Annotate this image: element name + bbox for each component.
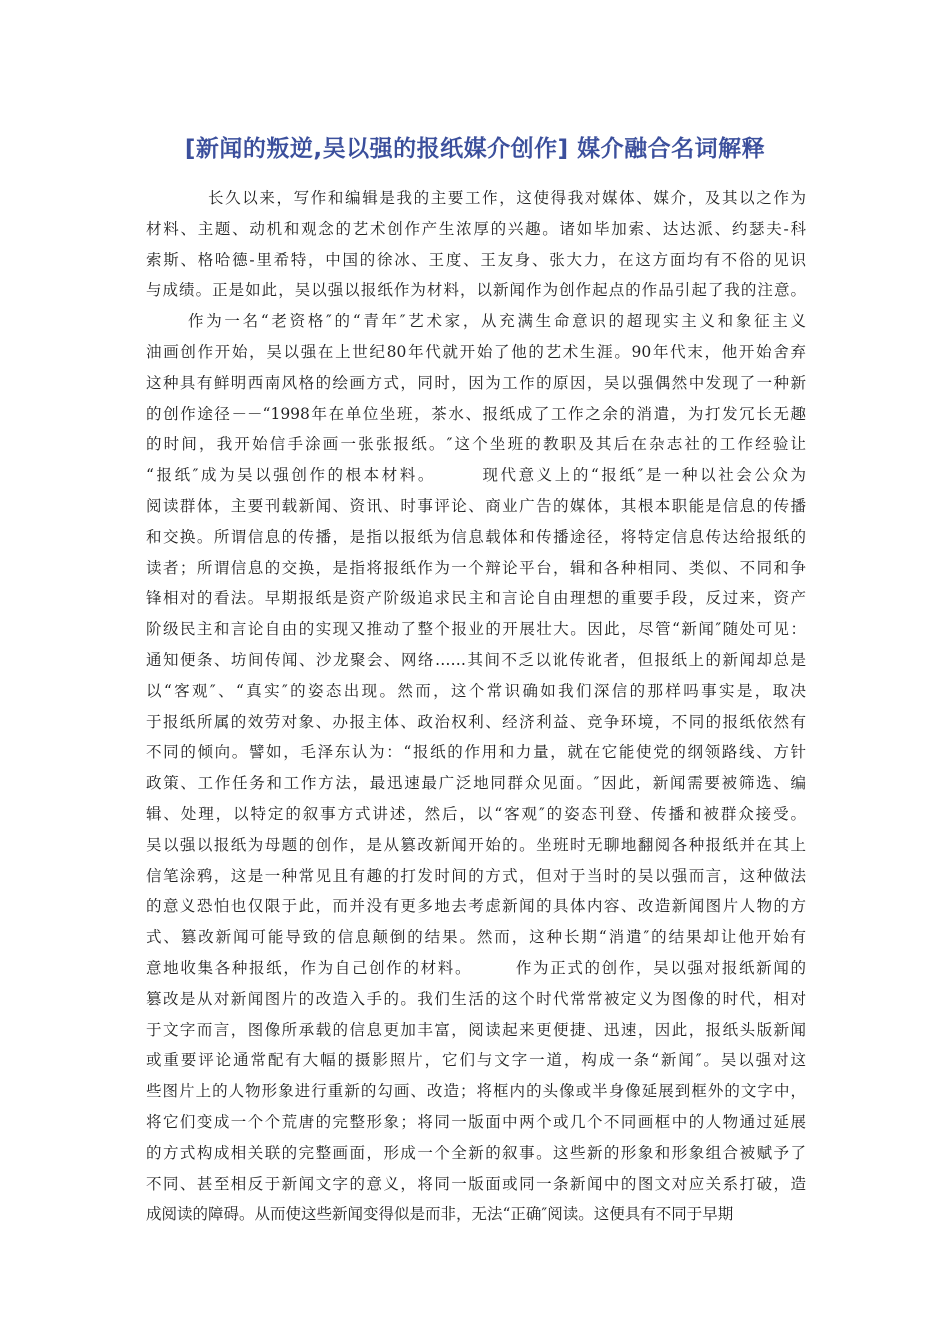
text-line: 作为一名“老资格″的“青年″艺术家，从充满生命意识的超现实主义和象征主义	[188, 312, 806, 331]
text-line: 的时间，我开始信手涂画一张张报纸。″这个坐班的教职及其后在杂志社的工作经验让	[146, 435, 806, 454]
text-line: 将它们变成一个个荒唐的完整形象；将同一版面中两个或几个不同画框中的人物通过延展	[146, 1112, 806, 1131]
text-line: 成阅读的障碍。从而使这些新闻变得似是而非，无法“正确″阅读。这便具有不同于早期	[146, 1205, 734, 1224]
text-line: 通知便条、坊间传闻、沙龙聚会、网络……其间不乏以讹传讹者，但报纸上的新闻却总是	[146, 650, 806, 669]
text-line: 意地收集各种报纸，作为自己创作的材料。 作为正式的创作，吴以强对报纸新闻的	[146, 958, 806, 977]
text-line: 油画创作开始，吴以强在上世纪80年代就开始了他的艺术生涯。90年代末，他开始舍弃	[146, 342, 806, 361]
text-line: 政策、工作任务和工作方法，最迅速最广泛地同群众见面。″因此，新闻需要被筛选、编	[146, 774, 806, 793]
text-line: “报纸″成为吴以强创作的根本材料。 现代意义上的“报纸″是一种以社会公众为	[146, 466, 806, 485]
text-line: 于文字而言，图像所承载的信息更加丰富，阅读起来更便捷、迅速，因此，报纸头版新闻	[146, 1020, 806, 1039]
page-title: [新闻的叛逆,吴以强的报纸媒介创作] 媒介融合名词解释	[184, 136, 766, 162]
text-line: 和交换。所谓信息的传播，是指以报纸为信息载体和传播途径，将特定信息传达给报纸的	[146, 527, 806, 546]
text-line: 阅读群体，主要刊载新闻、资讯、时事评论、商业广告的媒体，其根本职能是信息的传播	[146, 496, 806, 515]
text-line: 的方式构成相关联的完整画面，形成一个全新的叙事。这些新的形象和形象组合被赋予了	[146, 1143, 806, 1162]
text-line: 长久以来，写作和编辑是我的主要工作，这使得我对媒体、媒介，及其以之作为	[208, 189, 806, 207]
text-line: 索斯、格哈德-里希特，中国的徐冰、王度、王友身、张大力，在这方面均有不俗的见识	[146, 250, 806, 269]
text-line: 锋相对的看法。早期报纸是资产阶级追求民主和言论自由理想的重要手段，反过来，资产	[146, 589, 806, 608]
text-line: 于报纸所属的效劳对象、办报主体、政治权利、经济利益、竞争环境，不同的报纸依然有	[146, 712, 806, 731]
text-line: 阶级民主和言论自由的实现又推动了整个报业的开展壮大。因此，尽管“新闻″随处可见：	[146, 620, 806, 639]
text-line: 些图片上的人物形象进行重新的勾画、改造；将框内的头像或半身像延展到框外的文字中，	[146, 1082, 806, 1101]
text-line: 辑、处理，以特定的叙事方式讲述，然后，以“客观″的姿态刊登、传播和被群众接受。	[146, 804, 806, 823]
text-line: 读者；所谓信息的交换，是指将报纸作为一个辩论平台，辑和各种相同、类似、不同和争	[146, 558, 806, 577]
text-line: 这种具有鲜明西南风格的绘画方式，同时，因为工作的原因，吴以强偶然中发现了一种新	[146, 373, 806, 392]
text-line: 以“客观″、“真实″的姿态出现。然而，这个常识确如我们深信的那样吗事实是，取决	[146, 681, 806, 700]
text-line: 不同、甚至相反于新闻文字的意义，将同一版面或同一条新闻中的图文对应关系打破，造	[146, 1174, 806, 1193]
article-body	[146, 183, 806, 1230]
text-line: 吴以强以报纸为母题的创作，是从篡改新闻开始的。坐班时无聊地翻阅各种报纸并在其上	[146, 835, 806, 854]
text-line: 与成绩。正是如此，吴以强以报纸作为材料，以新闻作为创作起点的作品引起了我的注意。	[146, 281, 806, 300]
text-line: 篡改是从对新闻图片的改造入手的。我们生活的这个时代常常被定义为图像的时代，相对	[146, 989, 806, 1008]
text-line: 或重要评论通常配有大幅的摄影照片，它们与文字一道，构成一条“新闻″。吴以强对这	[146, 1051, 806, 1070]
text-line: 信笔涂鸦，这是一种常见且有趣的打发时间的方式，但对于当时的吴以强而言，这种做法	[146, 866, 806, 885]
text-line: 的创作途径－－“1998年在单位坐班，茶水、报纸成了工作之余的消遣，为打发冗长无趣	[146, 404, 806, 423]
text-line: 的意义恐怕也仅限于此，而并没有更多地去考虑新闻的具体内容、改造新闻图片人物的方	[146, 897, 806, 916]
text-line: 材料、主题、动机和观念的艺术创作产生浓厚的兴趣。诸如毕加索、达达派、约瑟夫-科	[146, 219, 806, 238]
text-line: 式、篡改新闻可能导致的信息颠倒的结果。然而，这种长期“消遣″的结果却让他开始有	[146, 928, 806, 947]
text-line: 不同的倾向。譬如，毛泽东认为：“报纸的作用和力量，就在它能使党的纲领路线、方针	[146, 743, 806, 762]
